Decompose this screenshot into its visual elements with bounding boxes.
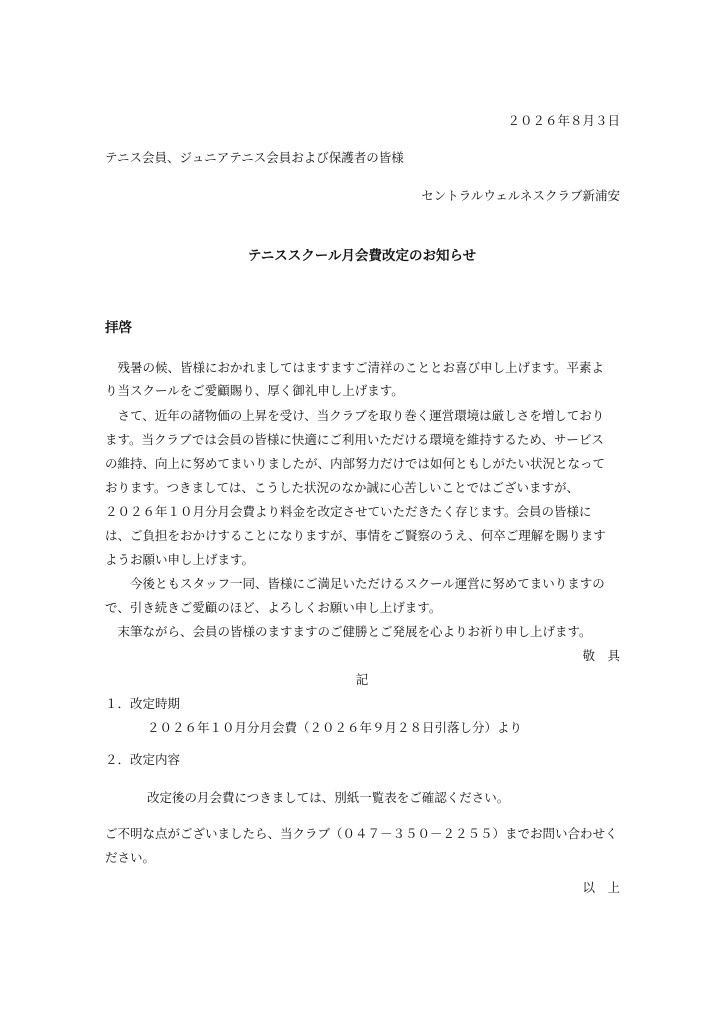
body-line: で、引き続きご愛顧のほど、よろしくお願い申し上げます。 [105,600,442,615]
body-line: 末筆ながら、会員の皆様のますますのご健勝とご発展を心よりお祈り申し上げます。 [105,624,592,639]
contact-line: ご不明な点がございましたら、当クラブ（０４７－３５０－２２５５）までお問い合わせく [105,826,618,841]
end-mark: 以 上 [582,880,620,895]
body-line: 残暑の候、皆様におかれましてはますますご清祥のこととお喜び申し上げます。平素よ [105,360,605,375]
body-line: ようお願い申し上げます。 [105,552,255,567]
item2-heading: ２．改定内容 [105,752,181,767]
body-line: り当スクールをご愛顧賜り、厚く御礼申し上げます。 [105,383,404,398]
body-line: ます。当クラブでは会員の皆様に快適にご利用いただける環境を維持するため、サービス [105,432,604,447]
item1-detail: ２０２６年１０月分月会費（２０２６年９月２８日引落し分）より [147,720,523,735]
body-line: の維持、向上に努めてまいりましたが、内部努力だけでは如何ともしがたい状況となって [105,456,606,471]
contact-line: ださい。 [105,850,156,865]
body-line: さて、近年の諸物価の上昇を受け、当クラブを取り巻く運営環境は厳しさを増しており [105,408,605,423]
closing-keigu: 敬 具 [582,648,620,663]
ki-heading: 記 [355,672,369,687]
body-line: は、ご負担をおかけすることになりますが、事情をご賢察のうえ、何卒ご理解を賜ります [105,528,606,543]
item1-heading: １．改定時期 [105,696,181,711]
recipient-line: テニス会員、ジュニアテニス会員および保護者の皆様 [105,150,404,165]
sender-line: セントラルウェルネスクラブ新浦安 [421,188,620,203]
body-line: おります。つきましては、こうした状況のなか誠に心苦しいことではございますが、 [105,480,580,495]
item2-detail: 改定後の月会費につきましては、別紙一覧表をご確認ください。 [147,790,510,805]
body-line: ２０２６年１０月分月会費より料金を改定させていただきたく存じます。会員の皆様に [105,504,592,519]
letter-date: ２０２６年８月３日 [507,113,620,128]
body-line: 今後ともスタッフ一同、皆様にご満足いただけるスクール運営に努めてまいりますの [105,576,605,591]
letter-title: テニススクール月会費改定のお知らせ [247,248,477,264]
salutation: 拝啓 [105,320,132,336]
